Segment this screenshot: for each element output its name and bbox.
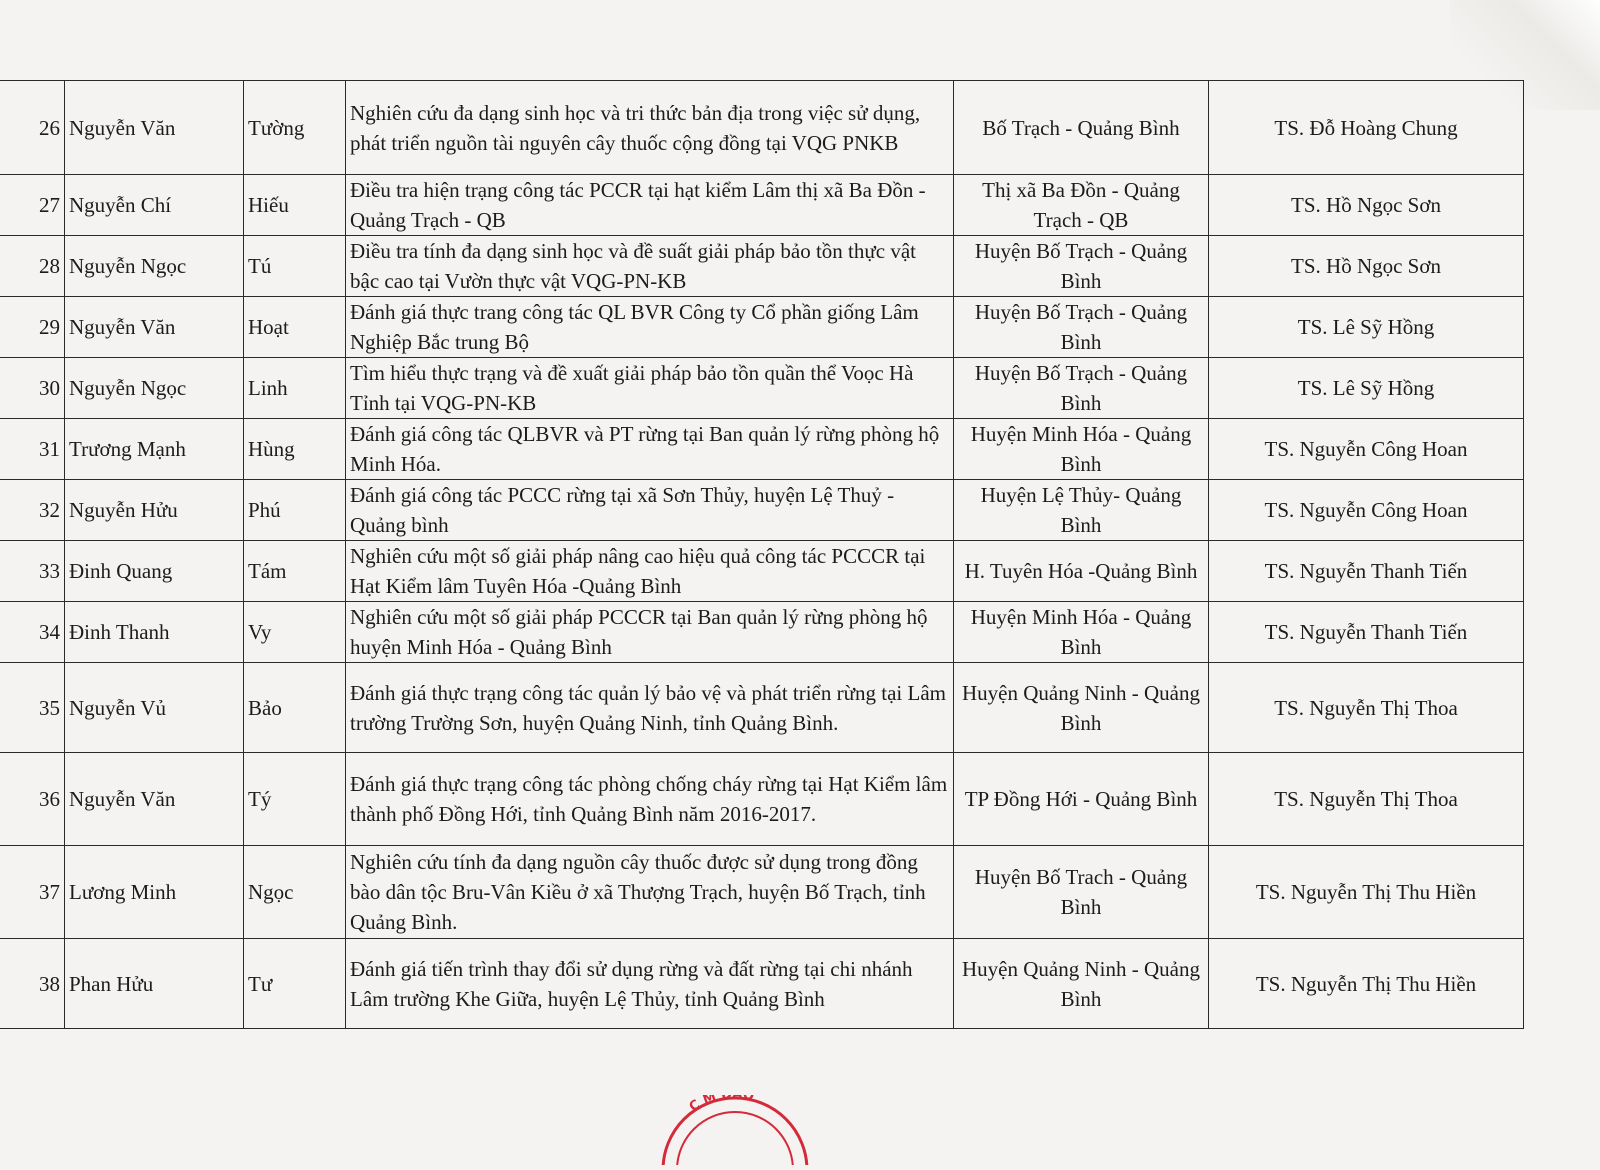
topic-cell: Đánh giá công tác QLBVR và PT rừng tại Ban quản lý rừng phòng hộ Minh Hóa. <box>346 419 954 480</box>
table-row <box>0 663 1524 753</box>
advisor-cell: TS. Lê Sỹ Hồng <box>1209 358 1524 419</box>
topic-cell: Đánh giá thực trạng công tác quản lý bảo vệ và phát triển rừng tại Lâm trường Trường Sơn, huyện Quảng Ninh, tỉnh Quảng Bình. <box>346 663 954 753</box>
advisor-cell: TS. Nguyễn Công Hoan <box>1209 419 1524 480</box>
advisor-cell: TS. Nguyễn Thị Thu Hiền <box>1209 939 1524 1029</box>
given-name-cell: Phú <box>244 480 346 541</box>
stamp-seal-icon <box>655 1095 815 1165</box>
advisor-cell: TS. Nguyễn Thị Thoa <box>1209 663 1524 753</box>
surname-cell: Nguyễn Ngọc <box>65 236 244 297</box>
table-row <box>0 236 1524 297</box>
stamp-inner-ring <box>677 1112 793 1165</box>
given-name-cell: Ngọc <box>244 846 346 939</box>
advisor-cell: TS. Lê Sỹ Hồng <box>1209 297 1524 358</box>
surname-cell: Lương Minh <box>65 846 244 939</box>
stt-cell: 36 <box>0 753 65 846</box>
thesis-table <box>0 80 1524 1029</box>
stamp-text: C M O <box>686 1095 756 1115</box>
location-cell: Bố Trạch - Quảng Bình <box>954 81 1209 175</box>
location-cell: H. Tuyên Hóa -Quảng Bình <box>954 541 1209 602</box>
table-row <box>0 81 1524 175</box>
location-cell: Huyện Bố Trạch - Quảng Bình <box>954 236 1209 297</box>
official-stamp <box>655 1095 815 1165</box>
table-row <box>0 846 1524 939</box>
topic-cell: Nghiên cứu tính đa dạng nguồn cây thuốc được sử dụng trong đồng bào dân tộc Bru-Vân Kiều ở xã Thượng Trạch, huyện Bố Trạch, tỉnh Quảng Bình. <box>346 846 954 939</box>
given-name-cell: Hiếu <box>244 175 346 236</box>
location-cell: Huyện Minh Hóa - Quảng Bình <box>954 419 1209 480</box>
advisor-cell: TS. Hồ Ngọc Sơn <box>1209 236 1524 297</box>
topic-cell: Đánh giá thực trang công tác QL BVR Công ty Cổ phần giống Lâm Nghiệp Bắc trung Bộ <box>346 297 954 358</box>
table-row <box>0 541 1524 602</box>
given-name-cell: Tám <box>244 541 346 602</box>
stt-cell: 27 <box>0 175 65 236</box>
table-row <box>0 753 1524 846</box>
stt-cell: 33 <box>0 541 65 602</box>
table-row <box>0 358 1524 419</box>
stamp-outer-ring <box>663 1098 807 1165</box>
advisor-cell: TS. Đỗ Hoàng Chung <box>1209 81 1524 175</box>
surname-cell: Nguyễn Văn <box>65 753 244 846</box>
topic-cell: Nghiên cứu đa dạng sinh học và tri thức bản địa trong việc sử dụng, phát triển nguồn tài nguyên cây thuốc cộng đồng tại VQG PNKB <box>346 81 954 175</box>
surname-cell: Trương Mạnh <box>65 419 244 480</box>
given-name-cell: Linh <box>244 358 346 419</box>
surname-cell: Nguyễn Vủ <box>65 663 244 753</box>
surname-cell: Đinh Thanh <box>65 602 244 663</box>
given-name-cell: Tý <box>244 753 346 846</box>
stt-cell: 28 <box>0 236 65 297</box>
advisor-cell: TS. Nguyễn Thị Thu Hiền <box>1209 846 1524 939</box>
location-cell: Huyện Bố Trạch - Quảng Bình <box>954 297 1209 358</box>
advisor-cell: TS. Nguyễn Thanh Tiến <box>1209 541 1524 602</box>
surname-cell: Đinh Quang <box>65 541 244 602</box>
given-name-cell: Vy <box>244 602 346 663</box>
stt-cell: 35 <box>0 663 65 753</box>
given-name-cell: Bảo <box>244 663 346 753</box>
location-cell: Huyện Quảng Ninh - Quảng Bình <box>954 939 1209 1029</box>
stt-cell: 30 <box>0 358 65 419</box>
surname-cell: Nguyễn Ngọc <box>65 358 244 419</box>
given-name-cell: Tư <box>244 939 346 1029</box>
location-cell: Huyện Quảng Ninh - Quảng Bình <box>954 663 1209 753</box>
topic-cell: Nghiên cứu một số giải pháp nâng cao hiệu quả công tác PCCCR tại Hạt Kiểm lâm Tuyên Hóa -Quảng Bình <box>346 541 954 602</box>
stt-cell: 29 <box>0 297 65 358</box>
stt-cell: 34 <box>0 602 65 663</box>
topic-cell: Điều tra tính đa dạng sinh học và đề suất giải pháp bảo tồn thực vật bậc cao tại Vườn thực vật VQG-PN-KB <box>346 236 954 297</box>
table-row <box>0 602 1524 663</box>
stt-cell: 31 <box>0 419 65 480</box>
table-row <box>0 297 1524 358</box>
given-name-cell: Tú <box>244 236 346 297</box>
advisor-cell: TS. Hồ Ngọc Sơn <box>1209 175 1524 236</box>
surname-cell: Phan Hửu <box>65 939 244 1029</box>
table-row <box>0 175 1524 236</box>
stt-cell: 26 <box>0 81 65 175</box>
location-cell: TP Đồng Hới - Quảng Bình <box>954 753 1209 846</box>
topic-cell: Nghiên cứu một số giải pháp PCCCR tại Ban quản lý rừng phòng hộ huyện Minh Hóa - Quảng Bình <box>346 602 954 663</box>
topic-cell: Đánh giá thực trạng công tác phòng chống cháy rừng tại Hạt Kiểm lâm thành phố Đồng Hới, tỉnh Quảng Bình năm 2016-2017. <box>346 753 954 846</box>
table-row <box>0 480 1524 541</box>
topic-cell: Đánh giá công tác PCCC rừng tại xã Sơn Thủy, huyện Lệ Thuỷ - Quảng bình <box>346 480 954 541</box>
table-row <box>0 419 1524 480</box>
advisor-cell: TS. Nguyễn Thanh Tiến <box>1209 602 1524 663</box>
topic-cell: Tìm hiểu thực trạng và đề xuất giải pháp bảo tồn quần thể Voọc Hà Tỉnh tại VQG-PN-KB <box>346 358 954 419</box>
location-cell: Huyện Bố Trạch - Quảng Bình <box>954 358 1209 419</box>
location-cell: Huyện Lệ Thủy- Quảng Bình <box>954 480 1209 541</box>
stt-cell: 38 <box>0 939 65 1029</box>
advisor-cell: TS. Nguyễn Công Hoan <box>1209 480 1524 541</box>
location-cell: Huyện Bố Trach - Quảng Bình <box>954 846 1209 939</box>
table-row <box>0 939 1524 1029</box>
given-name-cell: Tường <box>244 81 346 175</box>
surname-cell: Nguyễn Văn <box>65 81 244 175</box>
location-cell: Thị xã Ba Đồn - Quảng Trạch - QB <box>954 175 1209 236</box>
advisor-cell: TS. Nguyễn Thị Thoa <box>1209 753 1524 846</box>
topic-cell: Đánh giá tiến trình thay đổi sử dụng rừng và đất rừng tại chi nhánh Lâm trường Khe Giữa, huyện Lệ Thủy, tỉnh Quảng Bình <box>346 939 954 1029</box>
stt-cell: 32 <box>0 480 65 541</box>
topic-cell: Điều tra hiện trạng công tác PCCR tại hạt kiểm Lâm thị xã Ba Đồn -Quảng Trạch - QB <box>346 175 954 236</box>
surname-cell: Nguyễn Chí <box>65 175 244 236</box>
location-cell: Huyện Minh Hóa - Quảng Bình <box>954 602 1209 663</box>
given-name-cell: Hùng <box>244 419 346 480</box>
given-name-cell: Hoạt <box>244 297 346 358</box>
stt-cell: 37 <box>0 846 65 939</box>
surname-cell: Nguyễn Văn <box>65 297 244 358</box>
surname-cell: Nguyễn Hửu <box>65 480 244 541</box>
